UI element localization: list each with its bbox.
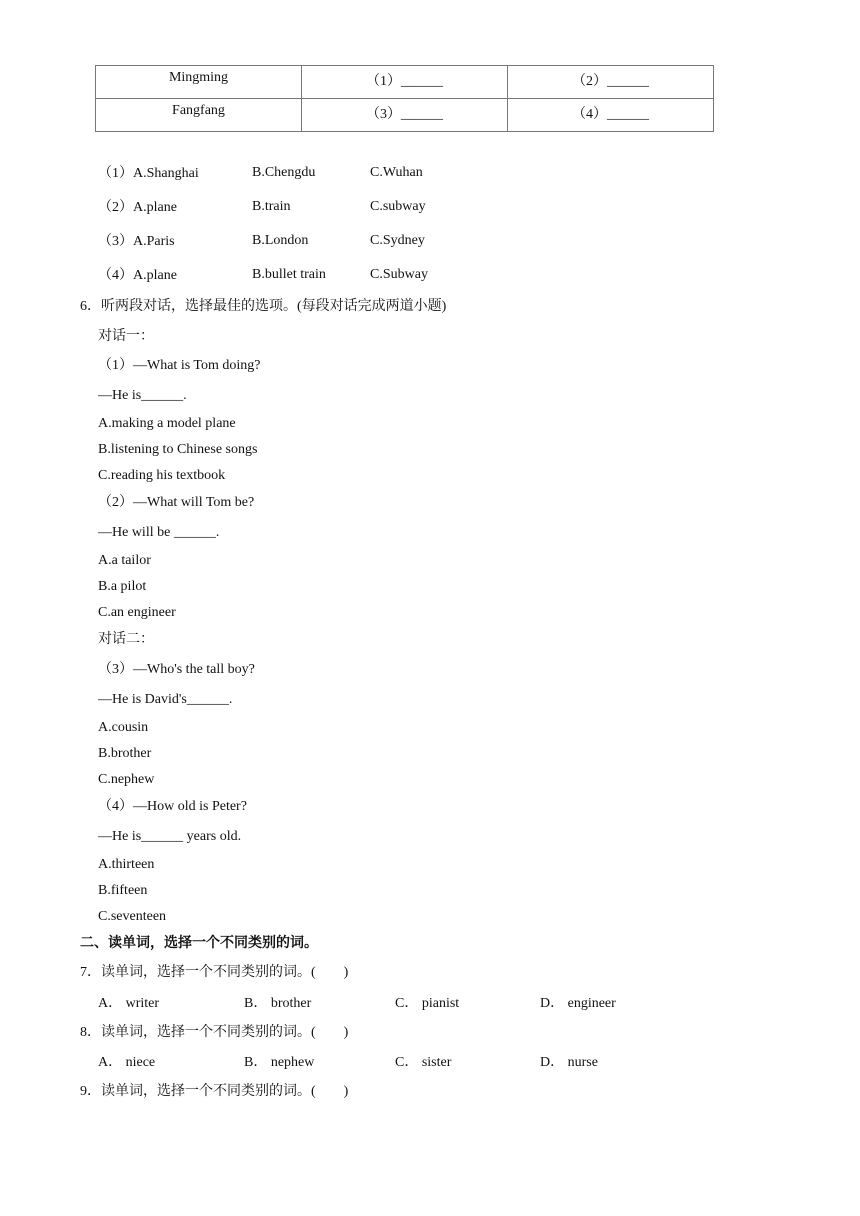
answer-table [95,65,714,132]
option-row-1-b: B.Chengdu [252,165,316,180]
choice-a: A.a tailor [98,553,151,568]
option-row-4-b: B.bullet train [252,267,326,282]
q7-option-b: B． brother [244,996,312,1011]
option-row-4-a: （4）A.plane [98,268,177,283]
choice-c: C.nephew [98,772,155,787]
choice-b: B.a pilot [98,579,147,594]
table-cell-blank: （2）______ [508,66,714,99]
choice-b: B.brother [98,746,152,761]
table-cell-blank: （3）______ [302,99,508,132]
question-7: 7．读单词，选择一个不同类别的词。( ) [80,965,349,980]
table-cell-blank: （4）______ [508,99,714,132]
dialog-2-question-3: （3）—Who's the tall boy? [98,662,255,677]
table-cell-name: Mingming [96,66,302,99]
q8-option-b: B． nephew [244,1055,315,1070]
q7-option-a: A． writer [98,996,160,1011]
choice-c: C.an engineer [98,605,176,620]
dialog-2-answer-3: —He is David's______. [98,692,233,707]
choice-c: C.reading his textbook [98,468,226,483]
q7-option-c: C． pianist [395,996,460,1011]
dialog-1-answer-1: —He is______. [98,388,187,403]
choice-a: A.thirteen [98,857,155,872]
q8-option-d: D． nurse [540,1055,598,1070]
option-row-1-a: （1）A.Shanghai [98,166,199,181]
option-row-2-b: B.train [252,199,291,214]
option-row-3-a: （3）A.Paris [98,234,175,249]
q7-option-d: D． engineer [540,996,616,1011]
q8-option-a: A． niece [98,1055,156,1070]
table-row [96,99,714,132]
option-row-1-c: C.Wuhan [370,165,423,180]
dialog-1-label: 对话一： [98,329,154,344]
dialog-1-answer-2: —He will be ______. [98,525,220,540]
table-cell-name: Fangfang [96,99,302,132]
dialog-2-label: 对话二： [98,632,154,647]
choice-a: A.cousin [98,720,149,735]
option-row-4-c: C.Subway [370,267,428,282]
question-8: 8．读单词，选择一个不同类别的词。( ) [80,1025,349,1040]
option-row-3-c: C.Sydney [370,233,425,248]
section-2-heading: 二、读单词，选择一个不同类别的词。 [80,936,318,951]
choice-b: B.fifteen [98,883,148,898]
dialog-1-question-2: （2）—What will Tom be? [98,495,255,510]
table-cell-blank: （1）______ [302,66,508,99]
option-row-3-b: B.London [252,233,309,248]
dialog-2-question-4: （4）—How old is Peter? [98,799,247,814]
option-row-2-c: C.subway [370,199,426,214]
table-row [96,66,714,99]
choice-a: A.making a model plane [98,416,236,431]
question-6-title: 6．听两段对话，选择最佳的选项。(每段对话完成两道小题) [80,299,447,314]
dialog-1-question-1: （1）—What is Tom doing? [98,358,261,373]
dialog-2-answer-4: —He is______ years old. [98,829,242,844]
q8-option-c: C． sister [395,1055,452,1070]
question-9: 9．读单词，选择一个不同类别的词。( ) [80,1084,349,1099]
choice-c: C.seventeen [98,909,167,924]
option-row-2-a: （2）A.plane [98,200,177,215]
choice-b: B.listening to Chinese songs [98,442,258,457]
